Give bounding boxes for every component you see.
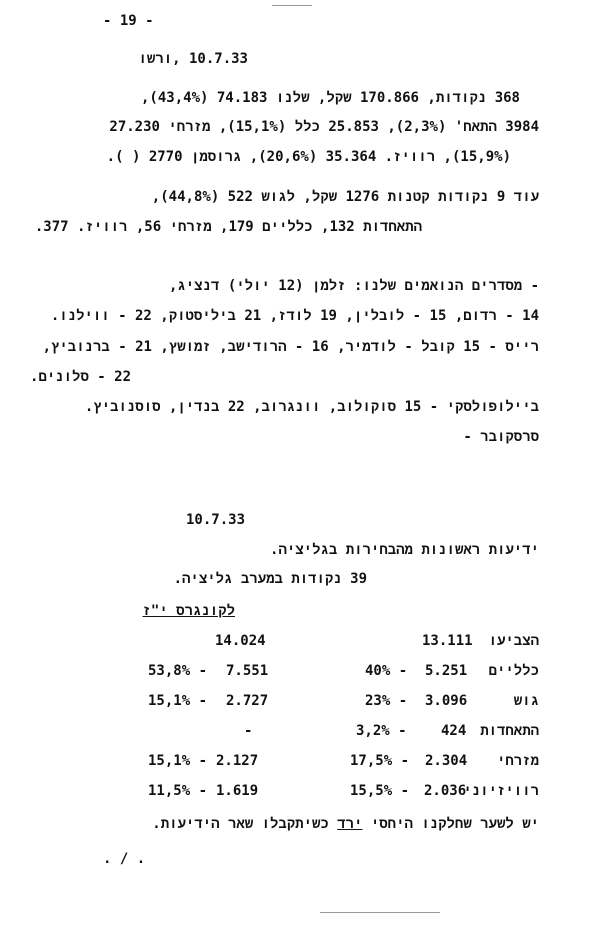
block1-line-2: 3984 התאח' (2,3%), 25.853 כלל (15,1%), מזרחי 27.230 [109,119,539,135]
scan-mark-bottom [320,912,440,913]
block2-line-6: סרסקובר - [463,429,539,445]
row-previous-value: 14.024 [215,633,266,649]
footer-note-part-c: כשיתקבלו שאר הידיעות. [152,816,338,832]
row-previous-value: 2.727 [226,693,269,709]
page-number: - 19 - [103,13,154,29]
row-previous-value: 2.127 [216,753,259,769]
row-previous-value: 7.551 [226,663,269,679]
block3-subheading: 39 נקודות במערב גליציה. [173,571,367,587]
row-current-percent: 23% - [365,693,408,709]
row-previous-percent: 15,1% - [148,693,208,709]
block3-date: 10.7.33 [186,512,246,528]
row-label: כלליים [488,663,539,679]
row-current-value: 2.304 [425,753,468,769]
scan-mark-top [272,5,312,6]
block3-heading: ידיעות ראשונות מהבחירות בגליציה. [270,542,539,558]
row-current-value: 3.096 [425,693,468,709]
end-mark: . / . [103,851,146,867]
block2-line-1: - מסדרים הנואמים שלנו: זלמן (12 יולי) דנציג, [168,278,539,294]
row-current-value: 13.111 [422,633,473,649]
congress-column-header: לקונגרס י"ז [142,603,235,619]
block2-line-2: 14 - רדום, 15 - לובלין, 19 לודז, 21 ביליסטוק, 22 - ווילנו. [50,308,539,324]
block1-date-line: 10.7.33 ,ורשו [138,51,248,67]
row-current-percent: 17,5% - [350,753,410,769]
row-previous-value: - [244,723,253,739]
row-label: התאחדות [480,723,539,739]
row-label: הצביעו [488,633,539,649]
row-previous-value: 1.619 [216,783,259,799]
block2-line-4: 22 - סלונים. [30,369,131,385]
block1-line-5: התאחדות 132, כלליים 179, מזרחי 56, רוויז. 377. [34,219,422,235]
block1-line-1: 368 נקודות, 170.866 שקל, שלנו 74.183 (43,4%), [141,90,520,106]
row-label: מזרחי [496,753,539,769]
row-current-value: 2.036 [424,783,467,799]
row-label: רוויזיוני [463,783,539,799]
row-previous-percent: 11,5% - [148,783,208,799]
footer-note [152,815,539,833]
footer-note-underlined: ירד [337,816,363,832]
row-current-percent: 40% - [365,663,408,679]
row-previous-percent: 53,8% - [148,663,208,679]
block2-line-3: רייס - 15 קובל - לודמיר, 16 - הרודישב, זמושץ, 21 - ברנוביץ, [42,339,539,355]
row-label: גוש [513,693,539,709]
block1-line-3: (15,9%), רוויז. 35.364 (20,6%), גרוסמן 2770 ( ). [106,149,511,165]
block1-line-4: עוד 9 נקודות קטנות 1276 שקל, לגוש 522 (44,8%), [151,189,539,205]
row-current-value: 424 [441,723,467,739]
row-current-percent: 15,5% - [350,783,410,799]
row-previous-percent: 15,1% - [148,753,208,769]
row-current-percent: 3,2% - [356,723,407,739]
row-current-value: 5.251 [425,663,468,679]
footer-note-part-a: יש לשער שחלקנו היחסי [362,816,539,832]
block2-line-5: ביילופולסקי - 15 סוקולוב, וונגרוב, 22 בנדין, סוסנוביץ. [84,399,539,415]
